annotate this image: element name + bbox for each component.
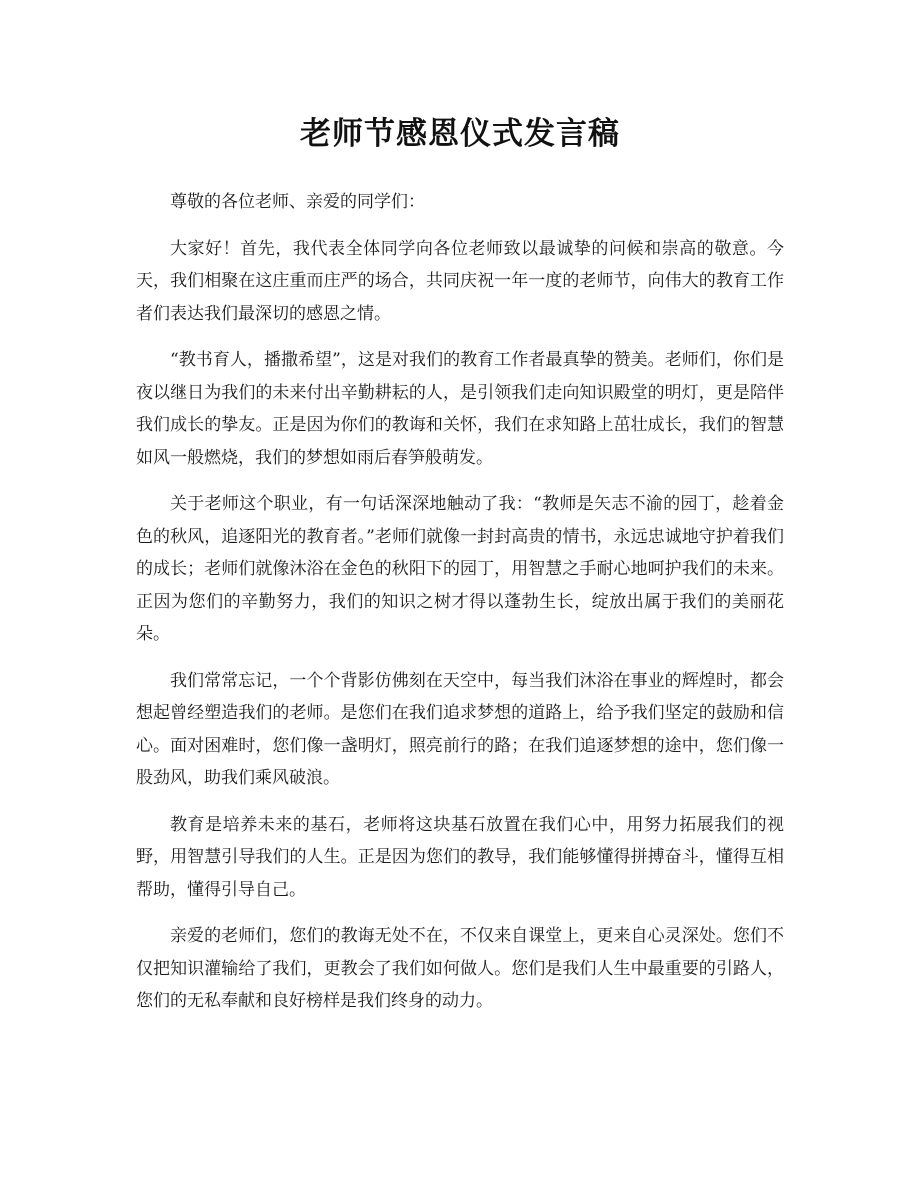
paragraph-greeting: 尊敬的各位老师、亲爱的同学们： [170,192,425,212]
paragraph-4: 我们常常忘记，一个个背影仿佛刻在天空中，每当我们沐浴在事业的辉煌时，都会想起曾经塑造我们的老师。是您们在我们追求梦想的道路上，给予我们坚定的鼓励和信心。面对困难时，您们像一盏明灯，照亮前行的路；在我们追逐梦想的途中，您们像一股劲风，助我们乘风破浪。 [136,670,784,788]
document-body [136,186,784,1032]
document-title: 老师节感恩仪式发言稿 [300,116,620,152]
paragraph-6: 亲爱的老师们，您们的教诲无处不在，不仅来自课堂上，更来自心灵深处。您们不仅把知识灌输给了我们，更教会了我们如何做人。您们是我们人生中最重要的引路人，您们的无私奉献和良好榜样是我们终身的动力。 [136,926,784,1011]
paragraph-3: 关于老师这个职业，有一句话深深地触动了我：“教师是矢志不渝的园丁，趁着金色的秋风，追逐阳光的教育者。”老师们就像一封封高贵的情书，永远忠诚地守护着我们的成长；老师们就像沐浴在金色的秋阳下的园丁，用智慧之手耐心地呵护我们的未来。正因为您们的辛勤努力，我们的知识之树才得以蓬勃生长，绽放出属于我们的美丽花朵。 [136,494,784,644]
paragraph-5: 教育是培养未来的基石，老师将这块基石放置在我们心中，用努力拓展我们的视野，用智慧引导我们的人生。正是因为您们的教导，我们能够懂得拼搏奋斗，懂得互相帮助，懂得引导自己。 [136,814,784,900]
paragraph-1: 大家好！首先，我代表全体同学向各位老师致以最诚挚的问候和崇高的敬意。今天，我们相聚在这庄重而庄严的场合，共同庆祝一年一度的老师节，向伟大的教育工作者们表达我们最深切的感恩之情。 [136,238,784,324]
paragraph-2: “教书育人，播撒希望”，这是对我们的教育工作者最真挚的赞美。老师们，你们是夜以继日为我们的未来付出辛勤耕耘的人，是引领我们走向知识殿堂的明灯，更是陪伴我们成长的挚友。正是因为你们的教诲和关怀，我们在求知路上茁壮成长，我们的智慧如风一般燃烧，我们的梦想如雨后春笋般萌发。 [136,350,784,468]
